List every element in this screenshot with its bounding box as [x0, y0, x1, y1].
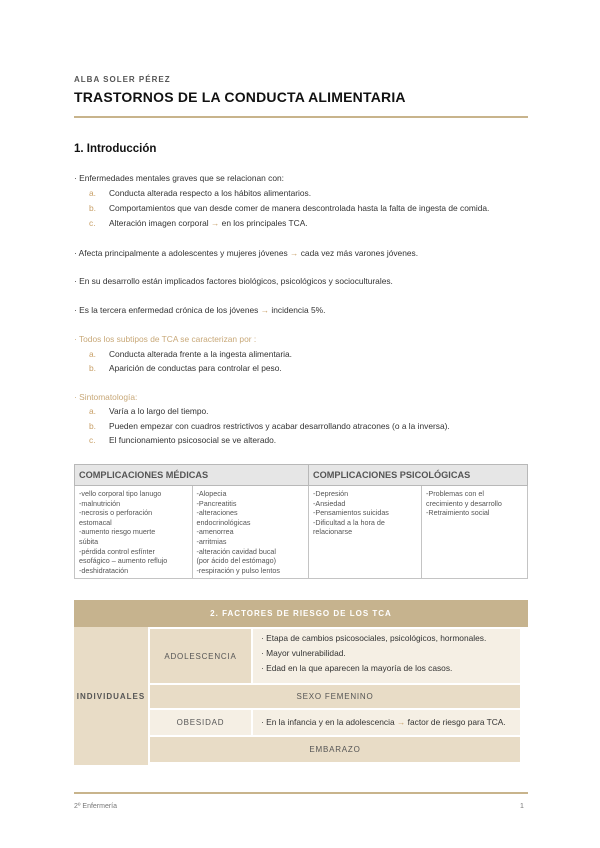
- obesidad-details: · En la infancia y en la adolescencia → factor de riesgo para TCA.: [253, 710, 520, 735]
- section-heading: 1. Introducción: [74, 143, 157, 155]
- list-item: c. Alteración imagen corporal → en los principales TCA.: [89, 218, 308, 228]
- paragraph-enfermedades: · Enfermedades mentales graves que se relacionan con:: [74, 173, 284, 183]
- factor-obesidad: OBESIDAD: [150, 710, 251, 735]
- risk-factors-table: [74, 600, 528, 765]
- list-item: c. El funcionamiento psicosocial se ve alterado.: [89, 435, 277, 445]
- list-item: · Edad en la que aparecen la mayoría de los casos.: [261, 663, 453, 673]
- list-symptoms: [89, 406, 450, 450]
- author-name: ALBA SOLER PÉREZ: [74, 75, 171, 84]
- medical-col-2: -Alopecia -Pancreatitis -alteraciones endocrinológicas -amenorrea -arritmias -alteración cavidad bucal (por ácido del estómago) -respiración y pulso lentos: [192, 486, 309, 579]
- factor-embarazo: EMBARAZO: [150, 737, 520, 762]
- risk-table-title: 2. FACTORES DE RIESGO DE LOS TCA: [74, 600, 528, 627]
- arrow-icon: →: [260, 305, 270, 315]
- list-item: · Mayor vulnerabilidad.: [261, 648, 346, 658]
- list-subtypes: [89, 349, 292, 377]
- footer-divider: [74, 792, 528, 794]
- paragraph-afecta: · Afecta principalmente a adolescentes y mujeres jóvenes → cada vez más varones jóvenes.: [74, 248, 419, 258]
- list-item: b. Aparición de conductas para controlar el peso.: [89, 363, 282, 373]
- paragraph-desarrollo: · En su desarrollo están implicados factores biológicos, psicológicos y socioculturales.: [74, 276, 393, 286]
- list-item: a. Conducta alterada frente a la ingesta alimentaria.: [89, 349, 292, 359]
- psych-col-2: -Problemas con el crecimiento y desarrollo -Retraimiento social: [422, 486, 528, 579]
- page-number: 1: [520, 803, 524, 810]
- arrow-icon: →: [210, 218, 220, 228]
- list-item: b. Pueden empezar con cuadros restrictivos y acabar desarrollando atracones (o a la inversa).: [89, 420, 450, 431]
- psych-header: COMPLICACIONES PSICOLÓGICAS: [309, 465, 528, 486]
- footer-course: 2º Enfermería: [74, 803, 118, 810]
- complications-table: [74, 464, 528, 579]
- list-enfermedades: [89, 188, 489, 233]
- list-item: b. Comportamientos que van desde comer de manera descontrolada hasta la falta de ingesta de comida.: [89, 203, 490, 213]
- factor-adolescencia: ADOLESCENCIA: [150, 629, 251, 683]
- arrow-icon: →: [290, 248, 299, 258]
- factor-sexo-femenino: SEXO FEMENINO: [150, 685, 520, 708]
- paragraph-incidencia: · Es la tercera enfermedad crónica de los jóvenes → incidencia 5%.: [74, 305, 326, 315]
- psych-col-1: -Depresión -Ansiedad -Pensamientos suicidas -Dificultad a la hora de relacionarse: [309, 486, 422, 579]
- medical-col-1: -vello corporal tipo lanugo -malnutrición -necrosis o perforación estomacal -aumento riesgo muerte súbita -pérdida control esfínter esofágico – aumento reflujo -deshidratación: [75, 486, 193, 579]
- subtypes-heading: · Todos los subtipos de TCA se caracterizan por :: [74, 334, 257, 344]
- list-item: a. Conducta alterada respecto a los hábitos alimentarios.: [89, 188, 312, 198]
- list-item: · Etapa de cambios psicosociales, psicológicos, hormonales.: [261, 633, 487, 643]
- document-title: TRASTORNOS DE LA CONDUCTA ALIMENTARIA: [74, 89, 406, 105]
- symptoms-heading: · Sintomatología:: [74, 392, 138, 402]
- header-divider: [74, 116, 528, 118]
- adolescencia-details: [253, 629, 520, 683]
- list-item: a. Varía a lo largo del tiempo.: [89, 406, 209, 416]
- medical-header: COMPLICACIONES MÉDICAS: [75, 465, 309, 486]
- group-individuales: INDIVIDUALES: [74, 627, 148, 765]
- arrow-icon: →: [396, 717, 406, 727]
